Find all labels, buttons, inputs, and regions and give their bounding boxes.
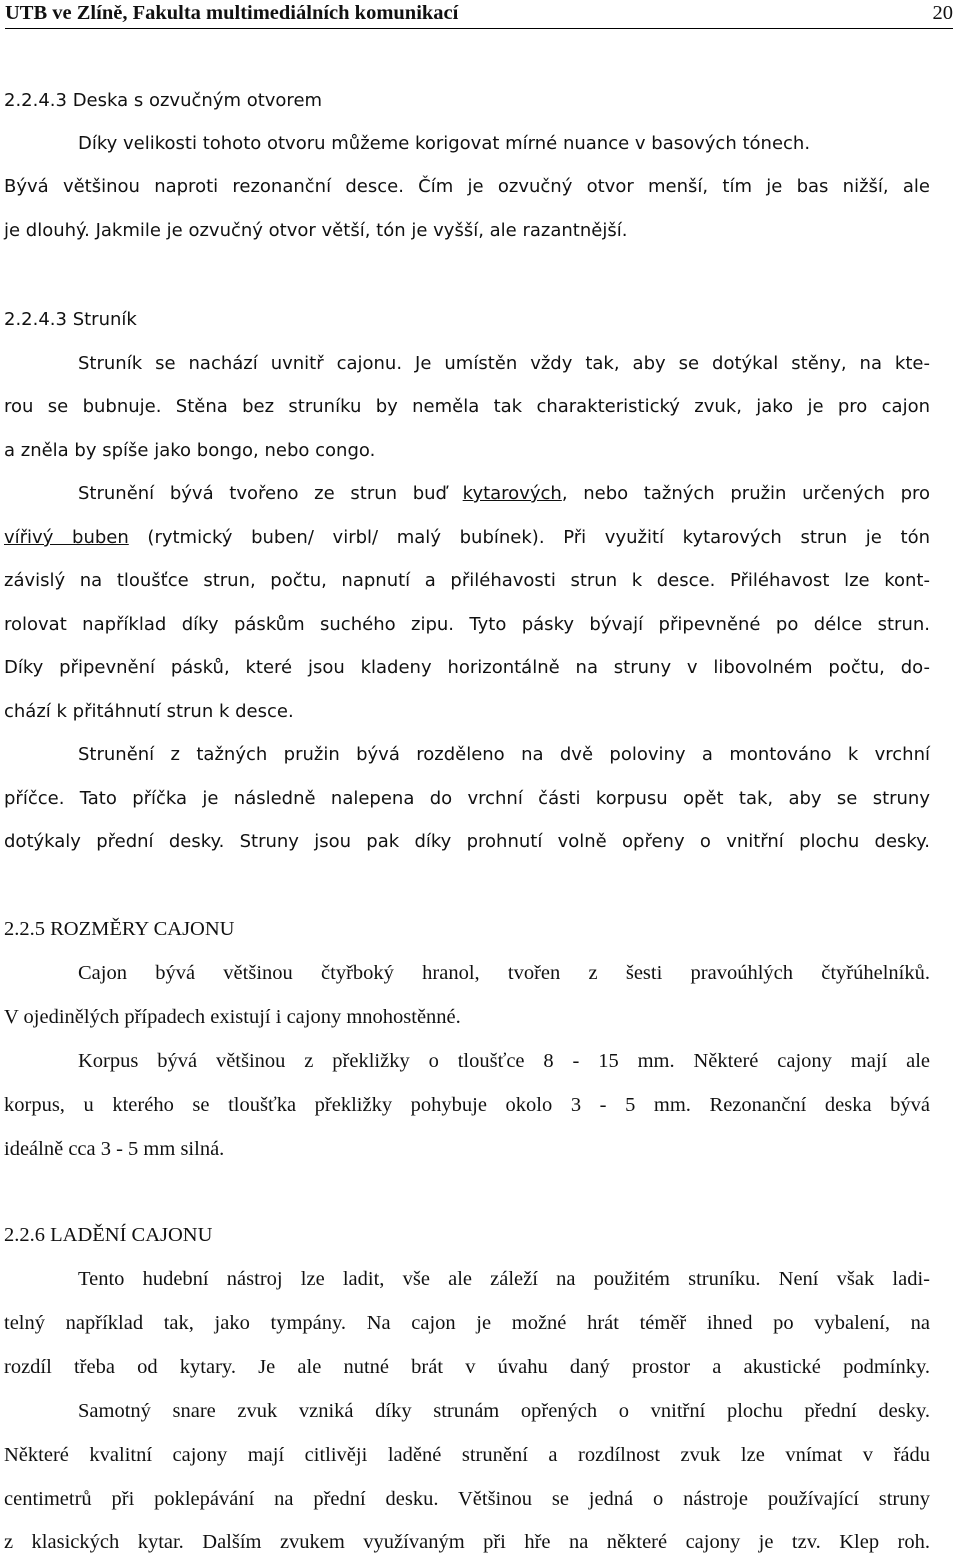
paragraph-line: Strunění z tažných pružin bývá rozděleno na dvě poloviny a montováno k vrchní [78,744,930,765]
paragraph-line: a zněla by spíše jako bongo, nebo congo. [4,440,376,461]
paragraph-line: příčce. Tato příčka je následně nalepena do vrchní části korpusu opět tak, aby se struny [4,788,930,809]
paragraph-line: Korpus bývá většinou z překližky o tloušťce 8 - 15 mm. Některé cajony mají ale [78,1050,930,1072]
paragraph-line: z klasických kytar. Dalším zvukem využívaným při hře na některé cajony je tzv. Klep roh. [4,1531,930,1553]
header-title: UTB ve Zlíně, Fakulta multimediálních komunikací [5,2,459,24]
link-kytarovych[interactable]: kytarových [462,483,562,504]
heading-strunik: 2.2.4.3 Struník [4,309,137,330]
paragraph-line: Tento hudební nástroj lze ladit, vše ale záleží na použitém struníku. Není však ladi- [78,1268,930,1290]
paragraph-line: centimetrů při poklepávání na přední desku. Většinou se jedná o nástroje používající struny [4,1488,930,1510]
page-number: 20 [932,2,953,24]
paragraph-line [0,479,930,509]
heading-deska: 2.2.4.3 Deska s ozvučným otvorem [4,90,323,111]
paragraph-line: dotýkaly přední desky. Struny jsou pak díky prohnutí volně opřeny o vnitřní plochu desky. [4,831,930,852]
paragraph-line: Struník se nachází uvnitř cajonu. Je umístěn vždy tak, aby se dotýkal stěny, na kte- [78,353,930,374]
paragraph-line: závislý na tloušťce strun, počtu, napnutí a přiléhavosti strun k desce. Přiléhavost lze kont- [4,570,930,591]
paragraph-line: telný například tak, jako tympány. Na cajon je možné hrát téměř ihned po vybalení, na [4,1312,930,1334]
paragraph-line: chází k přitáhnutí strun k desce. [4,701,294,722]
paragraph-line: Cajon bývá většinou čtyřboký hranol, tvořen z šesti pravoúhlých čtyřúhelníků. [78,962,930,984]
paragraph-line: V ojedinělých případech existují i cajony mnohostěnné. [4,1006,461,1028]
paragraph-line: Díky velikosti tohoto otvoru můžeme korigovat mírné nuance v basových tónech. [78,133,811,154]
heading-rozmery: 2.2.5 ROZMĚRY CAJONU [4,918,235,940]
link-virivy-buben[interactable]: vířivý buben [4,527,129,548]
paragraph-line [0,523,930,553]
text-span: Strunění bývá tvořeno ze strun buď [78,483,463,504]
paragraph-line: je dlouhý. Jakmile je ozvučný otvor větší, tón je vyšší, ale razantnější. [4,220,628,241]
paragraph-line: Samotný snare zvuk vzniká díky strunám opřených o vnitřní plochu přední desky. [78,1400,930,1422]
paragraph-line: rolovat například díky páskům suchého zipu. Tyto pásky bývají připevněné po délce strun. [4,614,930,635]
paragraph-line: Díky připevnění pásků, které jsou kladeny horizontálně na struny v libovolném počtu, do- [4,657,930,678]
paragraph-line: rou se bubnuje. Stěna bez struníku by neměla tak charakteristický zvuk, jako je pro cajon [4,396,930,417]
text-span: Při využití kytarových strun je tón [563,527,931,548]
paragraph-line: Některé kvalitní cajony mají citlivěji laděné strunění a rozdílnost zvuk lze vnímat v řádu [4,1444,930,1466]
text-span: (rytmický buben/ virbl/ malý bubínek). [128,527,564,548]
paragraph-line: Bývá většinou naproti rezonanční desce. Čím je ozvučný otvor menší, tím je bas nižší, ale [4,176,930,197]
paragraph-line: ideálně cca 3 - 5 mm silná. [4,1138,225,1160]
heading-ladeni: 2.2.6 LADĚNÍ CAJONU [4,1224,213,1246]
text-span: , nebo tažných pružin určených pro [561,483,931,504]
paragraph-line: rozdíl třeba od kytary. Je ale nutné brát v úvahu daný prostor a akustické podmínky. [4,1356,930,1378]
page-header [5,0,953,29]
paragraph-line: korpus, u kterého se tloušťka překližky pohybuje okolo 3 - 5 mm. Rezonanční deska bývá [4,1094,930,1116]
